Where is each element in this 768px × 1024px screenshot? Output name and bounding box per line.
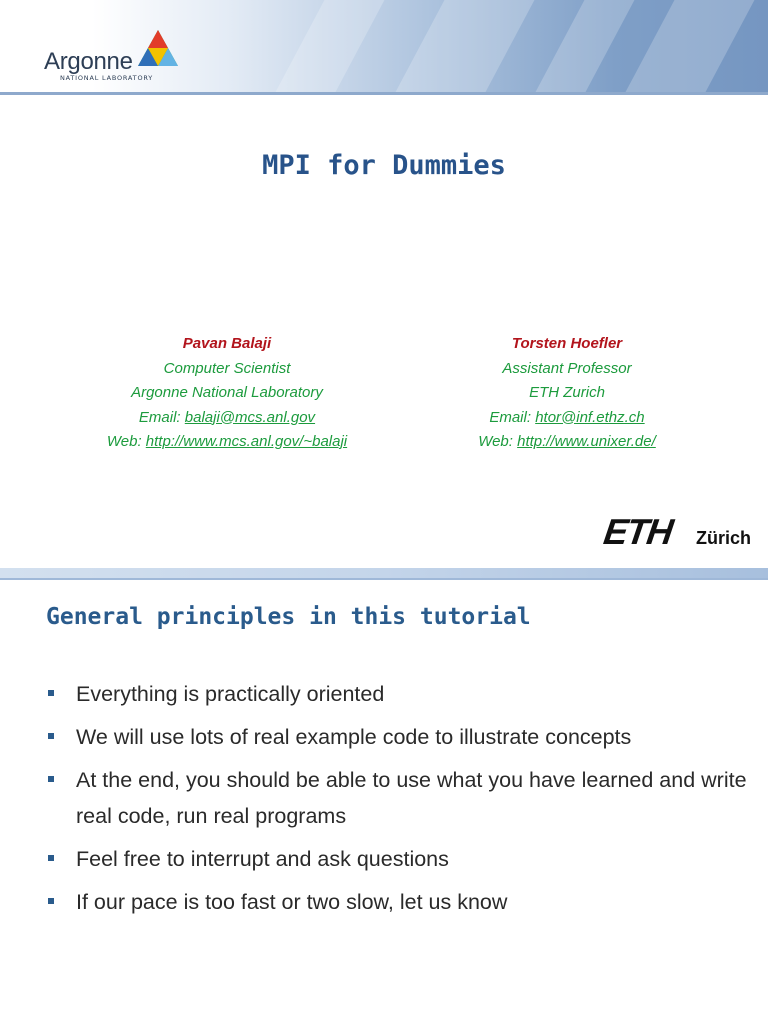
email-link[interactable]: htor@inf.ethz.ch <box>535 408 645 426</box>
email-label: Email: <box>138 408 185 426</box>
author-role: Computer Scientist <box>163 359 291 377</box>
author-web-line <box>397 430 737 455</box>
argonne-logo <box>44 28 184 84</box>
author-org: ETH Zurich <box>529 384 605 401</box>
author-block-balaji <box>57 332 397 455</box>
bullet-text: If our pace is too fast or two slow, let us know <box>76 890 508 914</box>
list-item <box>48 841 748 877</box>
web-label: Web: <box>478 433 518 450</box>
principles-slide <box>0 568 768 1024</box>
email-link[interactable]: balaji@mcs.anl.gov <box>184 408 316 426</box>
header-band <box>0 568 768 578</box>
slide-title: MPI for Dummies <box>262 150 506 181</box>
author-role: Assistant Professor <box>502 359 632 377</box>
bullet-square-icon <box>48 733 54 739</box>
bullet-text: Everything is practically oriented <box>76 682 385 706</box>
author-name: Torsten Hoefler <box>511 335 623 352</box>
bullet-square-icon <box>48 690 54 696</box>
list-item <box>48 884 748 920</box>
bullet-list <box>48 676 748 927</box>
email-label: Email: <box>489 408 536 426</box>
bullet-text: At the end, you should be able to use what you have learned and write real code, run real programs <box>76 768 747 828</box>
list-item <box>48 676 748 712</box>
argonne-logo-word: Argonne <box>44 48 133 75</box>
author-web-line <box>57 430 397 455</box>
web-label: Web: <box>106 433 146 450</box>
eth-logo-word: ETH <box>601 511 675 552</box>
author-email-line <box>57 406 397 431</box>
web-link[interactable]: http://www.mcs.anl.gov/~balaji <box>145 433 348 450</box>
author-email-line <box>397 406 737 431</box>
list-item <box>48 762 748 834</box>
header-divider <box>0 92 768 95</box>
bullet-square-icon <box>48 855 54 861</box>
eth-zurich-logo <box>601 511 754 552</box>
bullet-text: Feel free to interrupt and ask questions <box>76 847 449 871</box>
bullet-text: We will use lots of real example code to illustrate concepts <box>76 725 632 749</box>
argonne-logo-subtitle: NATIONAL LABORATORY <box>60 74 154 82</box>
eth-logo-city: Zürich <box>696 528 752 548</box>
list-item <box>48 719 748 755</box>
bullet-square-icon <box>48 776 54 782</box>
slide-title: General principles in this tutorial <box>46 604 531 630</box>
author-block-hoefler <box>397 332 737 455</box>
header-divider <box>0 578 768 580</box>
author-name: Pavan Balaji <box>182 335 272 352</box>
author-org: Argonne National Laboratory <box>131 384 323 401</box>
web-link[interactable]: http://www.unixer.de/ <box>517 433 656 450</box>
argonne-triangle-icon <box>136 28 180 68</box>
bullet-square-icon <box>48 898 54 904</box>
